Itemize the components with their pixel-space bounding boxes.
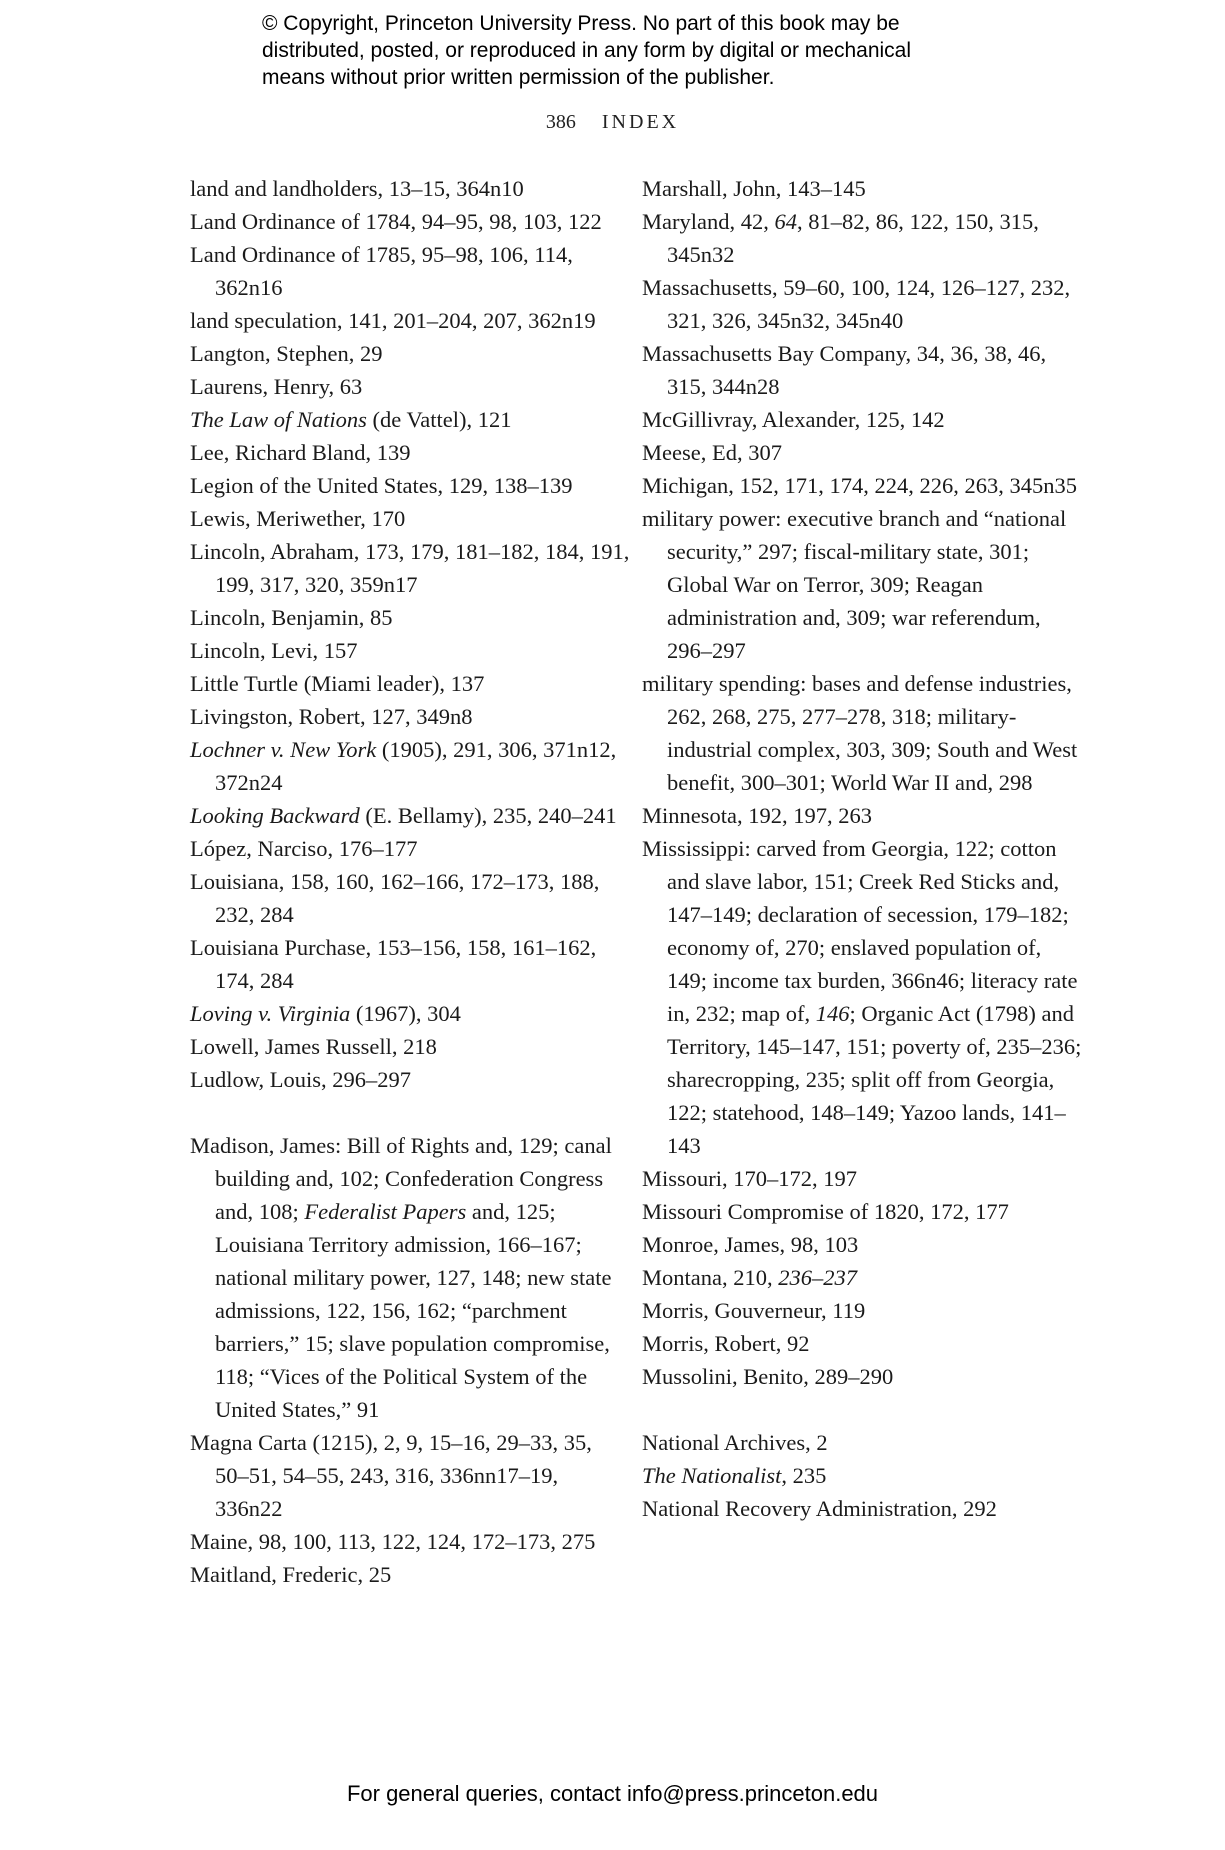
index-entry: Lowell, James Russell, 218 xyxy=(190,1034,437,1059)
index-entry: military spending: bases and defense industries, 262, 268, 275, 277–278, 318; military-industrial complex, 303, 309; South and West benefit, 300–301; World War II and, 298 xyxy=(642,671,1078,795)
index-entry: Land Ordinance of 1785, 95–98, 106, 114, 362n16 xyxy=(190,242,573,300)
index-entry: McGillivray, Alexander, 125, 142 xyxy=(642,407,945,432)
copyright-line: means without prior written permission of the publisher. xyxy=(262,66,775,89)
index-entry: Livingston, Robert, 127, 349n8 xyxy=(190,704,473,729)
index-entry: Morris, Robert, 92 xyxy=(642,1331,810,1356)
index-entry: Mississippi: carved from Georgia, 122; cotton and slave labor, 151; Creek Red Sticks and, 147–149; declaration of secession, 179–182; economy of, 270; enslaved population of, 149; income tax burden, 366n46; literacy rate in, 232; map of, 146; Organic Act (1798) and Territory, 145–147, 151; poverty of, 235–236; sharecropping, 235; split off from Georgia, 122; statehood, 148–149; Yazoo lands, 141–143 xyxy=(642,836,1082,1158)
index-entry: Mussolini, Benito, 289–290 xyxy=(642,1364,894,1389)
index-entry: Lincoln, Abraham, 173, 179, 181–182, 184, 191, 199, 317, 320, 359n17 xyxy=(190,539,630,597)
copyright-line: distributed, posted, or reproduced in any form by digital or mechanical xyxy=(262,39,912,62)
index-entry: The Nationalist, 235 xyxy=(642,1463,827,1488)
index-entry: Massachusetts, 59–60, 100, 124, 126–127, 232, 321, 326, 345n32, 345n40 xyxy=(642,275,1071,333)
index-entry: Legion of the United States, 129, 138–139 xyxy=(190,473,573,498)
copyright-line: © Copyright, Princeton University Press. No part of this book may be xyxy=(262,12,900,35)
index-column-right xyxy=(642,172,1082,1525)
index-entry: Michigan, 152, 171, 174, 224, 226, 263, 345n35 xyxy=(642,473,1077,498)
index-entry: land speculation, 141, 201–204, 207, 362n19 xyxy=(190,308,596,333)
section-title: INDEX xyxy=(601,111,680,133)
index-entry: Missouri Compromise of 1820, 172, 177 xyxy=(642,1199,1009,1224)
index-entry: Laurens, Henry, 63 xyxy=(190,374,363,399)
index-entry: Maryland, 42, 64, 81–82, 86, 122, 150, 315, 345n32 xyxy=(642,209,1039,267)
copyright-notice xyxy=(262,10,1022,91)
index-entry: military power: executive branch and “national security,” 297; fiscal-military state, 301; Global War on Terror, 309; Reagan administration and, 309; war referendum, 296–297 xyxy=(642,506,1067,663)
index-entry: Minnesota, 192, 197, 263 xyxy=(642,803,872,828)
index-entry: Louisiana Purchase, 153–156, 158, 161–162, 174, 284 xyxy=(190,935,597,993)
running-head xyxy=(0,111,1225,134)
page-number: 386 xyxy=(545,111,576,133)
index-entry: Morris, Gouverneur, 119 xyxy=(642,1298,866,1323)
index-entry: Lochner v. New York (1905), 291, 306, 371n12, 372n24 xyxy=(190,737,617,795)
index-entry: Massachusetts Bay Company, 34, 36, 38, 46, 315, 344n28 xyxy=(642,341,1047,399)
index-entry: Madison, James: Bill of Rights and, 129; canal building and, 102; Confederation Congress and, 108; Federalist Papers and, 125; Louisiana Territory admission, 166–167; national military power, 127, 148; new state admissions, 122, 156, 162; “parchment barriers,” 15; slave population compromise, 118; “Vices of the Political System of the United States,” 91 xyxy=(190,1133,612,1422)
index-entry: The Law of Nations (de Vattel), 121 xyxy=(190,407,512,432)
index-entry: Loving v. Virginia (1967), 304 xyxy=(190,1001,461,1026)
index-entry: Magna Carta (1215), 2, 9, 15–16, 29–33, 35, 50–51, 54–55, 243, 316, 336nn17–19, 336n22 xyxy=(190,1430,592,1521)
index-entry: Lincoln, Levi, 157 xyxy=(190,638,358,663)
index-entry: Monroe, James, 98, 103 xyxy=(642,1232,859,1257)
index-entry: Marshall, John, 143–145 xyxy=(642,176,866,201)
index-entry: National Archives, 2 xyxy=(642,1430,828,1455)
index-entry: Lewis, Meriwether, 170 xyxy=(190,506,406,531)
index-entry: Land Ordinance of 1784, 94–95, 98, 103, 122 xyxy=(190,209,602,234)
index-column-left xyxy=(190,172,630,1591)
index-entry: López, Narciso, 176–177 xyxy=(190,836,418,861)
index-entry: Lee, Richard Bland, 139 xyxy=(190,440,411,465)
index-entry: Montana, 210, 236–237 xyxy=(642,1265,857,1290)
index-entry: land and landholders, 13–15, 364n10 xyxy=(190,176,524,201)
footer-contact: For general queries, contact info@press.princeton.edu xyxy=(346,1781,879,1806)
index-entry: National Recovery Administration, 292 xyxy=(642,1496,997,1521)
index-entry: Lincoln, Benjamin, 85 xyxy=(190,605,393,630)
index-entry: Langton, Stephen, 29 xyxy=(190,341,383,366)
index-entry: Looking Backward (E. Bellamy), 235, 240–241 xyxy=(190,803,617,828)
index-entry: Meese, Ed, 307 xyxy=(642,440,782,465)
index-entry: Maitland, Frederic, 25 xyxy=(190,1562,392,1587)
index-entry: Ludlow, Louis, 296–297 xyxy=(190,1067,412,1092)
index-entry: Louisiana, 158, 160, 162–166, 172–173, 188, 232, 284 xyxy=(190,869,600,927)
index-entry: Missouri, 170–172, 197 xyxy=(642,1166,858,1191)
index-entry: Maine, 98, 100, 113, 122, 124, 172–173, 275 xyxy=(190,1529,596,1554)
index-entry: Little Turtle (Miami leader), 137 xyxy=(190,671,485,696)
